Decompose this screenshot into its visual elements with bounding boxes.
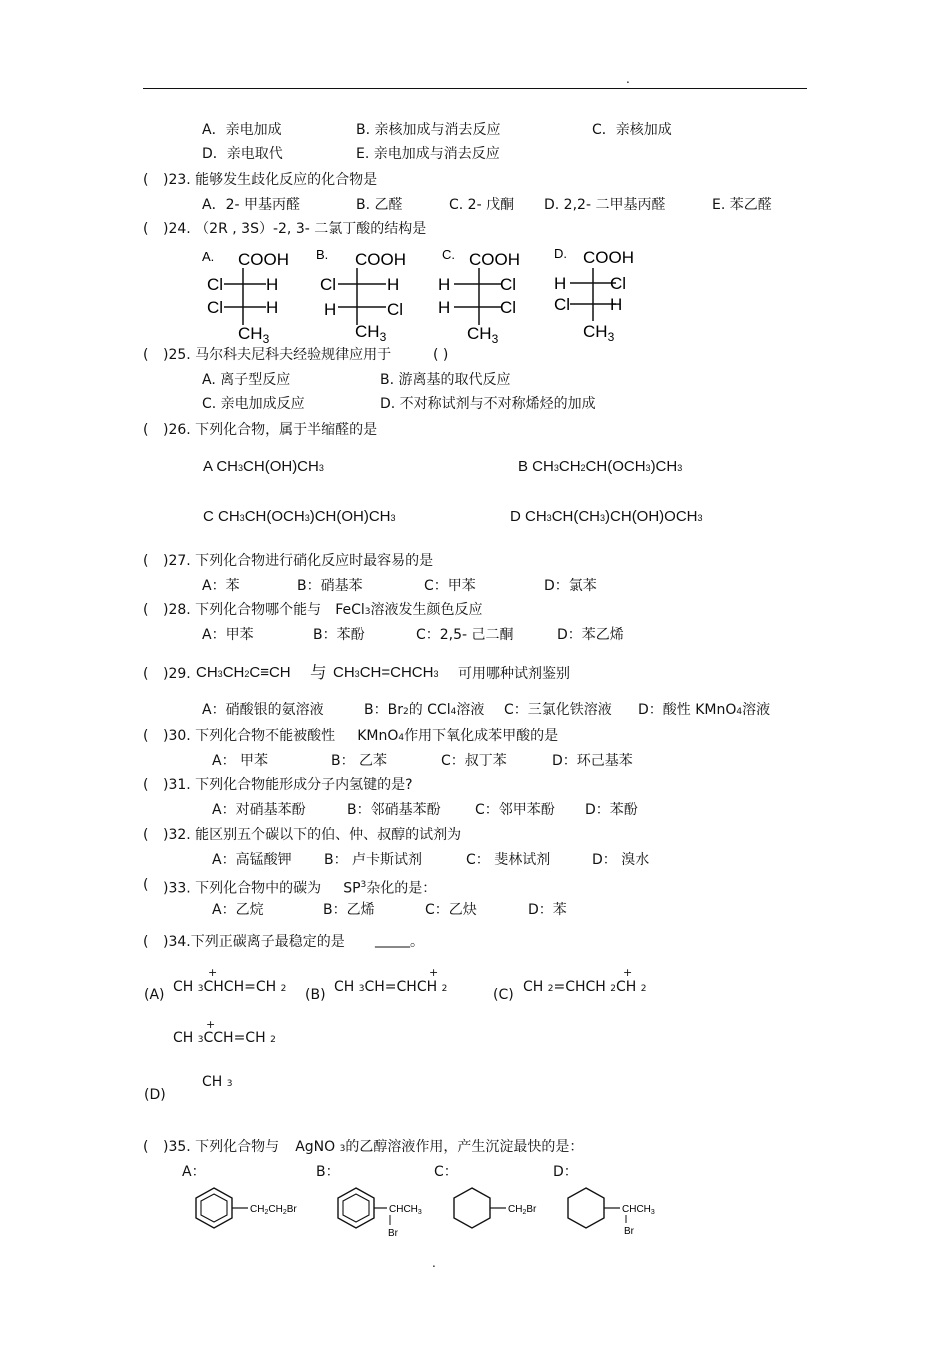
- q29-option-b: B：Br2的 CCl4溶液: [364, 702, 485, 718]
- q24-a-r2l: Cl: [207, 298, 224, 317]
- q29-option-a: A：硝酸银的氨溶液: [202, 702, 324, 718]
- q24-d-r2l: Cl: [554, 295, 571, 314]
- q34-option-b: CH 3CH=CHCH 2: [334, 979, 448, 995]
- q23-paren: (: [143, 172, 149, 188]
- q34-d-methyl: CH 3: [202, 1074, 233, 1090]
- q32-option-b: B： 卢卡斯试剂: [324, 852, 423, 868]
- q33-paren: (: [143, 877, 149, 893]
- q24-c-top: COOH: [469, 250, 520, 269]
- q28-option-b: B：苯酚: [313, 627, 365, 643]
- q23-option-d: D. 2,2- 二甲基丙醛: [544, 197, 666, 213]
- q35-label-b: B：: [316, 1164, 340, 1180]
- q35-stem: )35. 下列化合物与 AgNO 3的乙醇溶液作用，产生沉淀最快的是：: [163, 1139, 584, 1155]
- q31-paren: (: [143, 777, 149, 793]
- q35-a-substituent: $CH_2CH_2Br$: [250, 1204, 297, 1216]
- footer-mark: .: [432, 1256, 436, 1270]
- q24-b-r1r: H: [387, 275, 400, 294]
- q24-d-letter: D.: [554, 246, 567, 261]
- q26-option-b: B CH3CH2CH(OCH3)CH3: [518, 458, 683, 475]
- q34-label-c: (C): [493, 987, 514, 1003]
- q28-option-c: C：2,5- 己二酮: [416, 627, 514, 643]
- q30-option-a: A： 甲苯: [212, 753, 269, 769]
- q29-option-c: C：三氯化铁溶液: [504, 702, 612, 718]
- q24-b-r2l: H: [324, 300, 337, 319]
- q26-stem: )26. 下列化合物，属于半缩醛的是: [163, 422, 378, 438]
- q29-formula-2: CH3CH=CHCH3: [333, 664, 439, 681]
- q28-stem: )28. 下列化合物哪个能与 FeCl3溶液发生颜色反应: [163, 602, 483, 618]
- q34-c-plus: +: [623, 966, 633, 979]
- q34-paren: (: [143, 934, 149, 950]
- q34-label-a: (A): [144, 987, 165, 1003]
- q27-paren: (: [143, 553, 149, 569]
- q29-with: 与: [310, 663, 327, 682]
- q35-structure-b: [333, 1185, 443, 1245]
- q34-blank: _____: [375, 932, 410, 948]
- q23-option-e: E. 苯乙醛: [712, 197, 772, 213]
- q35-c-substituent: $CH_2Br$: [508, 1204, 537, 1216]
- q24-b-bottom: $CH_3$: [355, 322, 387, 344]
- q30-stem: )30. 下列化合物不能被酸性 KMnO4作用下氧化成苯甲酸的是: [163, 728, 559, 744]
- q24-b-r1l: Cl: [320, 275, 337, 294]
- q35-label-a: A：: [182, 1164, 206, 1180]
- q27-option-a: A：苯: [202, 578, 240, 594]
- q23-stem: )23. 能够发生歧化反应的化合物是: [163, 172, 378, 188]
- q27-option-d: D：氯苯: [544, 578, 597, 594]
- q29-formula-1: CH3CH2C≡CH: [196, 664, 291, 681]
- q25-option-c: C. 亲电加成反应: [202, 396, 305, 412]
- q31-option-b: B：邻硝基苯酚: [347, 802, 441, 818]
- q26-option-c: C CH3CH(OCH3)CH(OH)CH3: [203, 508, 396, 525]
- q29-paren: (: [143, 666, 149, 682]
- q24-c-letter: C.: [442, 247, 455, 262]
- q24-c-bottom: $CH_3$: [467, 324, 499, 345]
- header-rule: [143, 88, 807, 89]
- q33-option-a: A：乙烷: [212, 902, 264, 918]
- q35-structure-c: [448, 1185, 558, 1235]
- q35-label-c: C：: [434, 1164, 458, 1180]
- q34-stem: )34.下列正碳离子最稳定的是: [163, 934, 345, 950]
- q30-paren: (: [143, 728, 149, 744]
- q28-option-d: D：苯乙烯: [557, 627, 624, 643]
- q35-structure-d: [562, 1185, 672, 1245]
- q26-paren: (: [143, 422, 149, 438]
- q22-option-a: A．亲电加成: [202, 122, 282, 138]
- q27-stem: )27. 下列化合物进行硝化反应时最容易的是: [163, 553, 434, 569]
- q28-paren: (: [143, 602, 149, 618]
- q26-option-a: A CH3CH(OH)CH3: [203, 458, 324, 475]
- q29-number: )29.: [163, 666, 191, 682]
- q30-option-b: B： 乙苯: [331, 753, 388, 769]
- q22-option-d: D．亲电取代: [202, 146, 283, 162]
- q34-label-b: (B): [305, 987, 326, 1003]
- q34-a-plus: +: [208, 966, 218, 979]
- q34-label-d: (D): [144, 1087, 166, 1103]
- q33-option-c: C：乙炔: [425, 902, 477, 918]
- q24-c-r2l: H: [438, 298, 451, 317]
- q31-option-d: D：苯酚: [585, 802, 638, 818]
- q31-option-a: A：对硝基苯酚: [212, 802, 306, 818]
- q35-paren: (: [143, 1139, 149, 1155]
- q33-option-b: B：乙烯: [323, 902, 375, 918]
- q24-d-r1l: H: [554, 274, 567, 293]
- q24-stem: )24. （2R , 3S）-2, 3- 二氯丁酸的结构是: [163, 221, 427, 237]
- q24-d-bottom: $CH_3$: [583, 322, 615, 344]
- q32-paren: (: [143, 827, 149, 843]
- q31-option-c: C：邻甲苯酚: [475, 802, 555, 818]
- q24-a-top: COOH: [238, 250, 289, 269]
- q34-option-d: CH 3CCH=CH 2: [173, 1030, 276, 1046]
- q24-a-r1l: Cl: [207, 275, 224, 294]
- q23-option-a: A．2- 甲基丙醛: [202, 197, 300, 213]
- q33-option-d: D：苯: [528, 902, 567, 918]
- q24-c-r1l: H: [438, 275, 451, 294]
- q24-d-r1r: Cl: [610, 274, 627, 293]
- q28-option-a: A：甲苯: [202, 627, 254, 643]
- q24-b-letter: B.: [316, 247, 329, 262]
- q34-end: 。: [410, 934, 424, 950]
- q24-fischer-b: [314, 243, 426, 345]
- q24-c-r2r: Cl: [500, 298, 517, 317]
- q25-paren: (: [143, 347, 149, 363]
- q35-label-d: D：: [553, 1164, 578, 1180]
- q24-paren: (: [143, 221, 149, 237]
- q35-d-bromine: Br: [624, 1226, 634, 1237]
- q35-d-substituent: $CHCH_3$: [622, 1204, 655, 1216]
- q24-a-r2r: H: [266, 298, 279, 317]
- q24-d-r2r: H: [610, 295, 623, 314]
- q32-option-d: D： 溴水: [592, 852, 650, 868]
- q34-option-c: CH 2=CHCH 2CH 2: [523, 979, 647, 995]
- q24-fischer-c: [436, 243, 548, 345]
- q32-stem: )32. 能区别五个碳以下的伯、仲、叔醇的试剂为: [163, 827, 462, 843]
- q23-option-b: B. 乙醛: [356, 197, 403, 213]
- q30-option-d: D：环己基苯: [552, 753, 633, 769]
- q24-fischer-d: [550, 243, 662, 345]
- q32-option-a: A：高锰酸钾: [212, 852, 292, 868]
- q23-option-c: C. 2- 戊酮: [449, 197, 515, 213]
- q25-option-d: D. 不对称试剂与不对称烯烃的加成: [380, 396, 596, 412]
- q22-option-e: E. 亲电加成与消去反应: [356, 146, 500, 162]
- q25-option-b: B. 游离基的取代反应: [380, 372, 511, 388]
- q30-option-c: C：叔丁苯: [441, 753, 507, 769]
- q34-d-plus: +: [206, 1018, 216, 1031]
- q24-fischer-a: [200, 243, 312, 345]
- q34-b-plus: +: [429, 966, 439, 979]
- q27-option-b: B：硝基苯: [297, 578, 363, 594]
- q25-answer-paren: ( ): [433, 347, 449, 363]
- q25-option-a: A. 离子型反应: [202, 372, 291, 388]
- q32-option-c: C： 斐林试剂: [466, 852, 551, 868]
- q35-b-bromine: Br: [388, 1228, 398, 1239]
- q24-a-bottom: $CH_3$: [238, 324, 270, 345]
- q33-stem: )33. 下列化合物中的碳为 $SP^3$杂化的是：: [163, 880, 437, 897]
- q34-option-a: CH 3CHCH=CH 2: [173, 979, 287, 995]
- q29-stem-tail: 可用哪种试剂鉴别: [458, 666, 570, 682]
- q24-d-top: COOH: [583, 248, 634, 267]
- q24-b-top: COOH: [355, 250, 406, 269]
- q25-stem: )25. 马尔科夫尼科夫经验规律应用于: [163, 347, 392, 363]
- q24-a-letter: A.: [202, 249, 215, 264]
- q26-option-d: D CH3CH(CH3)CH(OH)OCH3: [510, 508, 703, 525]
- q27-option-c: C：甲苯: [424, 578, 476, 594]
- q31-stem: )31. 下列化合物能形成分子内氢键的是?: [163, 777, 413, 793]
- q24-a-r1r: H: [266, 275, 279, 294]
- q35-b-substituent: $CHCH_3$: [389, 1204, 422, 1216]
- q24-b-r2r: Cl: [387, 300, 404, 319]
- q35-structure-a: [190, 1185, 315, 1235]
- q24-c-r1r: Cl: [500, 275, 517, 294]
- q29-option-d: D：酸性 KMnO4溶液: [638, 702, 771, 718]
- q22-option-b: B. 亲核加成与消去反应: [356, 122, 501, 138]
- header-mark: .: [626, 72, 630, 86]
- q22-option-c: C．亲核加成: [592, 122, 672, 138]
